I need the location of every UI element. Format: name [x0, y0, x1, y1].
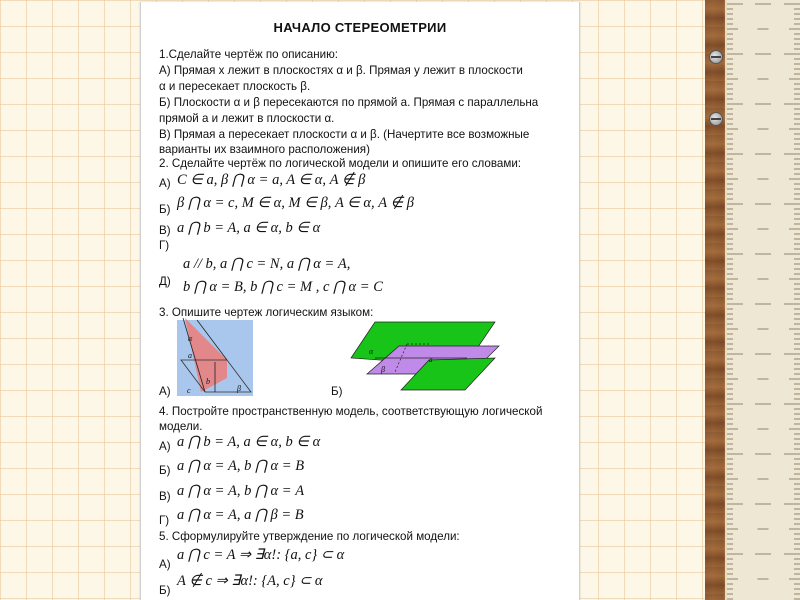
task2-a-label: А) — [159, 177, 171, 190]
task4-g-expr: a ⋂ α = A, a ⋂ β = B — [177, 507, 304, 523]
task4-b-expr: a ⋂ α = A, b ⋂ α = B — [177, 458, 305, 474]
task4-a-label: А) — [159, 440, 171, 453]
task4-v-label: В) — [159, 490, 171, 503]
task5-b-label: Б) — [159, 584, 171, 597]
task4-v-expr: a ⋂ α = A, b ⋂ α = A — [177, 483, 305, 499]
task3-a-label: А) — [159, 385, 171, 398]
task5-b-expr: A ∉ c ⇒ ∃α!: {A, c} ⊂ α — [177, 573, 323, 589]
page-title: НАЧАЛО СТЕРЕОМЕТРИИ — [273, 20, 447, 35]
fig3a-label-a: a — [188, 351, 192, 360]
task4-g-label: Г) — [159, 514, 170, 527]
fig3b-label-alpha: α — [369, 347, 374, 356]
task3-heading: 3. Опишите чертеж логическим языком: — [159, 306, 374, 319]
task2-b-label: Б) — [159, 203, 171, 216]
task1-v-line2: варианты их взаимного расположения) — [159, 143, 370, 156]
task5-heading: 5. Сформулируйте утверждение по логической модели: — [159, 530, 460, 543]
task4-heading-line1: 4. Постройте пространственную модель, соответствующую логической — [159, 405, 543, 418]
task1-a-line2: α и пересекает плоскость β. — [159, 80, 311, 93]
task2-v-expr: a ⋂ b = A, a ∈ α, b ∈ α — [177, 220, 321, 236]
task2-d-expr: b ⋂ α = B, b ⋂ c = M , c ⋂ α = C — [183, 279, 383, 295]
figure-3a — [175, 318, 255, 398]
task1-heading: 1.Сделайте чертёж по описанию: — [159, 48, 339, 61]
task3-b-label: Б) — [331, 385, 343, 398]
task4-heading-line2: модели. — [159, 420, 203, 433]
fig3b-label-a: a — [429, 356, 433, 364]
task2-a-expr: C ∈ a, β ⋂ α = a, A ∈ α, A ∉ β — [177, 172, 366, 188]
fig3a-label-c: c — [187, 386, 191, 395]
task2-g-label: Г) — [159, 239, 170, 252]
task2-heading: 2. Сделайте чертёж по логической модели и опишите его словами: — [159, 157, 522, 170]
task2-g-expr: a // b, a ⋂ c = N, a ⋂ α = A, — [183, 256, 351, 272]
fig3a-label-beta: β — [237, 384, 241, 393]
task4-b-label: Б) — [159, 464, 171, 477]
fig3b-label-beta: β — [381, 365, 385, 374]
task1-v-line1: В) Прямая a пересекает плоскости α и β. (Начертите все возможные — [159, 128, 530, 141]
task4-a-expr: a ⋂ b = A, a ∈ α, b ∈ α — [177, 434, 321, 450]
fig3a-label-alpha: α — [188, 334, 193, 343]
task2-d-label: Д) — [159, 275, 171, 288]
fig3a-label-b: b — [206, 377, 210, 386]
screw-icon — [709, 50, 723, 64]
task1-a-line1: А) Прямая x лежит в плоскостях α и β. Прямая y лежит в плоскости — [159, 64, 523, 77]
figure-3b — [347, 320, 507, 392]
wooden-ruler-edge — [705, 0, 725, 600]
task2-b-expr: β ⋂ α = c, M ∈ α, M ∈ β, A ∈ α, A ∉ β — [177, 195, 414, 211]
task1-b-line1: Б) Плоскости α и β пересекаются по прямой a. Прямая c параллельна — [159, 96, 539, 109]
task1-b-line2: прямой a и лежит в плоскости α. — [159, 112, 335, 125]
task2-v-label: В) — [159, 224, 171, 237]
task5-a-expr: a ⋂ c = A ⇒ ∃α!: {a, c} ⊂ α — [177, 547, 345, 563]
worksheet-page — [140, 2, 580, 600]
ruler-scale — [727, 0, 800, 600]
screw-icon — [709, 112, 723, 126]
task5-a-label: А) — [159, 558, 171, 571]
